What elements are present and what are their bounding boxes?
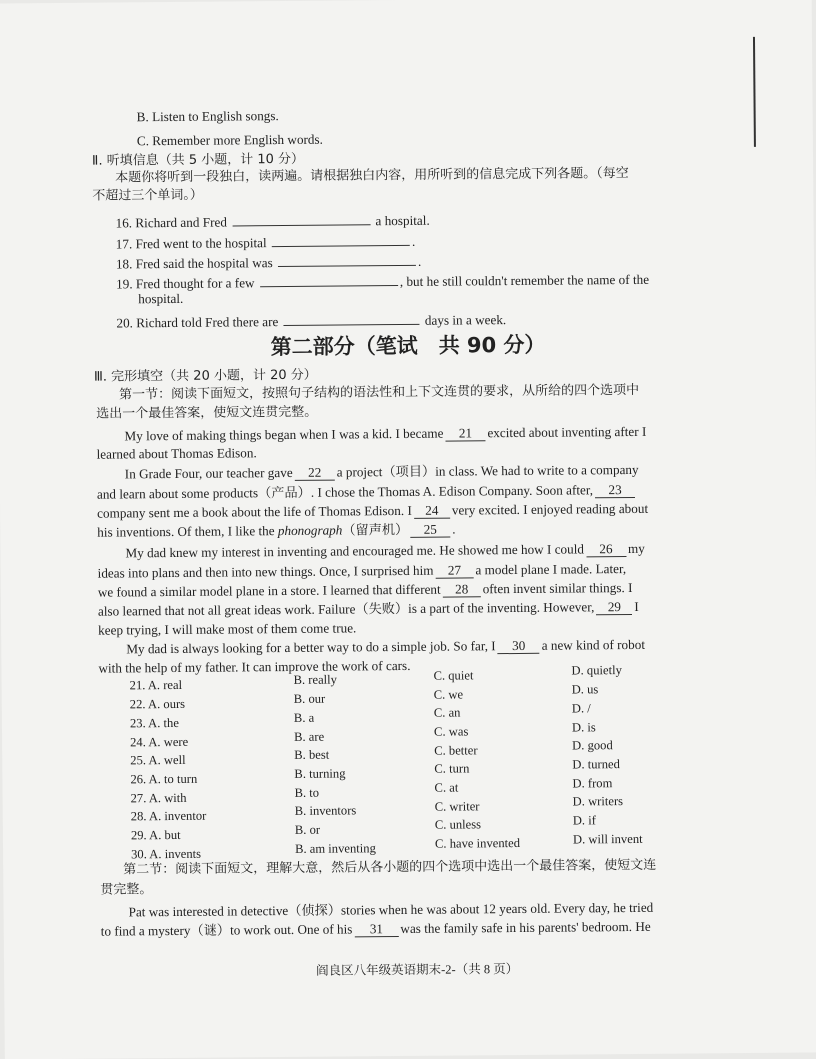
section-3-sub1-line1: 第一节：阅读下面短文，按照句子结构的语法性和上下文连贯的要求，从所给的四个选项中 (119, 382, 640, 403)
option-21b[interactable]: B. really (293, 672, 338, 687)
passage-line: also learned that not all great ideas work. Failure（失败）is a part of the inventing. However, 29 I (97, 598, 639, 619)
option-30c[interactable]: C. have invented (434, 835, 521, 851)
option-28c[interactable]: C. writer (434, 799, 480, 814)
blank-30[interactable]: 30 (498, 639, 540, 654)
option-25a[interactable]: 25. A. well (130, 752, 186, 768)
option-24c[interactable]: C. was (433, 724, 469, 739)
option-29a[interactable]: 29. A. but (130, 827, 181, 843)
option-24d[interactable]: D. is (571, 720, 596, 735)
question-19: 19. Fred thought for a few , but he still couldn't remember the name of the (116, 271, 650, 292)
passage-line: to find a mystery（谜）to work out. One of his 31 was the family safe in his parents' bedroom. He (100, 918, 651, 939)
blank-21[interactable]: 21 (445, 426, 485, 441)
passage-line: My dad knew my interest in inventing and encouraged me. He showed me how I could 26 my (125, 540, 645, 561)
option-22b[interactable]: B. our (293, 691, 326, 706)
option-27b[interactable]: B. to (294, 785, 320, 800)
blank-31[interactable]: 31 (354, 922, 398, 937)
passage-line: company sent me a book about the life of Thomas Edison. I 24 very excited. I enjoyed reading about (97, 500, 649, 521)
option-30b[interactable]: B. am inventing (294, 841, 376, 856)
passage-line: we found a similar model plane in a store. I learned that different 28 often invent similar things. I (97, 579, 633, 600)
passage-line: My dad is always looking for a better way to do a simple job. So far, I 30 a new kind of robot (126, 636, 646, 657)
option-21d[interactable]: D. quietly (571, 663, 622, 678)
answer-blank-20[interactable] (284, 310, 420, 326)
blank-25[interactable]: 25 (410, 523, 450, 538)
option-c: C. Remember more English words. (136, 131, 323, 149)
option-28d[interactable]: D. writers (572, 794, 624, 809)
passage-line: Pat was interested in detective（侦探）stories when he was about 12 years old. Every day, he tried (128, 899, 654, 920)
answer-blank-19[interactable] (260, 271, 398, 287)
question-20: 20. Richard told Fred there are days in a week. (116, 309, 506, 331)
option-23b[interactable]: B. a (293, 710, 315, 725)
question-19-cont: hospital. (138, 290, 184, 307)
option-29d[interactable]: D. if (572, 813, 596, 828)
option-21a[interactable]: 21. A. real (129, 677, 183, 693)
option-25b[interactable]: B. best (294, 747, 330, 762)
option-b: B. Listen to English songs. (136, 108, 279, 125)
answer-blank-18[interactable] (278, 251, 416, 267)
option-22a[interactable]: 22. A. ours (129, 696, 186, 712)
blank-22[interactable]: 22 (295, 466, 335, 481)
option-23a[interactable]: 23. A. the (129, 715, 179, 731)
option-30a[interactable]: 30. A. invents (131, 846, 202, 862)
option-27a[interactable]: 27. A. with (130, 790, 187, 806)
option-29c[interactable]: C. unless (434, 817, 482, 832)
blank-29[interactable]: 29 (596, 600, 632, 615)
option-28a[interactable]: 28. A. inventor (130, 808, 207, 824)
blank-23[interactable]: 23 (595, 483, 635, 498)
option-22d[interactable]: D. us (571, 682, 599, 697)
option-27d[interactable]: D. from (572, 776, 613, 791)
option-26a[interactable]: 26. A. to turn (130, 771, 198, 787)
passage-line: My love of making things began when I was a kid. I became 21 excited about inventing after I (124, 423, 647, 444)
option-30d[interactable]: D. will invent (572, 831, 643, 847)
blank-26[interactable]: 26 (586, 542, 626, 557)
passage-line: In Grade Four, our teacher gave 22 a project（项目）in class. We had to write to a company (124, 461, 639, 482)
section-3-sub1-line2: 选出一个最佳答案，使短文连贯完整。 (96, 404, 318, 422)
option-25d[interactable]: D. good (572, 738, 613, 753)
option-26c[interactable]: C. turn (434, 761, 470, 776)
option-23c[interactable]: C. an (433, 705, 461, 720)
section-2-heading: Ⅱ. 听填信息（共 5 小题，计 10 分） (91, 151, 305, 169)
blank-28[interactable]: 28 (443, 582, 481, 597)
part-2-title: 第二部分（笔试 共 90 分） (270, 332, 546, 360)
answer-blank-17[interactable] (272, 231, 410, 247)
passage-line: ideas into plans and then into new things. Once, I surprised him 27 a model plane I made. Later, (97, 561, 627, 581)
option-21c[interactable]: C. quiet (433, 668, 474, 683)
section-3-sub2-line2: 贯完整。 (100, 882, 153, 898)
question-18: 18. Fred said the hospital was . (116, 251, 422, 273)
option-24b[interactable]: B. are (294, 729, 325, 744)
page-edge-line (753, 37, 756, 147)
passage-line: and learn about some products（产品）. I chose the Thomas A. Edison Company. Soon after, 23 (97, 482, 637, 503)
passage-line: with the help of my father. It can improve the work of cars. (98, 657, 411, 676)
option-27c[interactable]: C. at (434, 780, 459, 795)
blank-27[interactable]: 27 (435, 563, 473, 578)
option-26b[interactable]: B. turning (294, 766, 346, 781)
option-23d[interactable]: D. / (571, 701, 591, 716)
section-2-instruction-2: 不超过三个单词。） (92, 187, 203, 204)
option-29b[interactable]: B. or (294, 822, 321, 837)
passage-line: his inventions. Of them, I like the phonograph（留声机） 25 . (97, 521, 456, 540)
passage-line: learned about Thomas Edison. (96, 445, 257, 462)
question-16: 16. Richard and Fred a hospital. (115, 210, 429, 232)
answer-blank-16[interactable] (232, 210, 370, 226)
option-24a[interactable]: 24. A. were (130, 734, 189, 750)
section-3-heading: Ⅲ. 完形填空（共 20 小题，计 20 分） (93, 367, 317, 385)
option-22c[interactable]: C. we (433, 687, 464, 702)
blank-24[interactable]: 24 (414, 504, 450, 519)
page-footer: 阎良区八年级英语期末-2-（共 8 页） (316, 961, 519, 978)
section-2-instruction-1: 本题你将听到一段独白，读两遍。请根据独白内容，用所听到的信息完成下列各题。（每空 (115, 165, 629, 186)
option-25c[interactable]: C. better (434, 743, 478, 758)
option-28b[interactable]: B. inventors (294, 803, 357, 818)
option-26d[interactable]: D. turned (572, 757, 620, 772)
question-17: 17. Fred went to the hospital . (116, 231, 416, 253)
passage-line: keep trying, I will make most of them come true. (98, 620, 357, 638)
section-3-sub2-line1: 第二节：阅读下面短文，理解大意，然后从各小题的四个选项中选出一个最佳答案，使短文连 (123, 857, 657, 878)
